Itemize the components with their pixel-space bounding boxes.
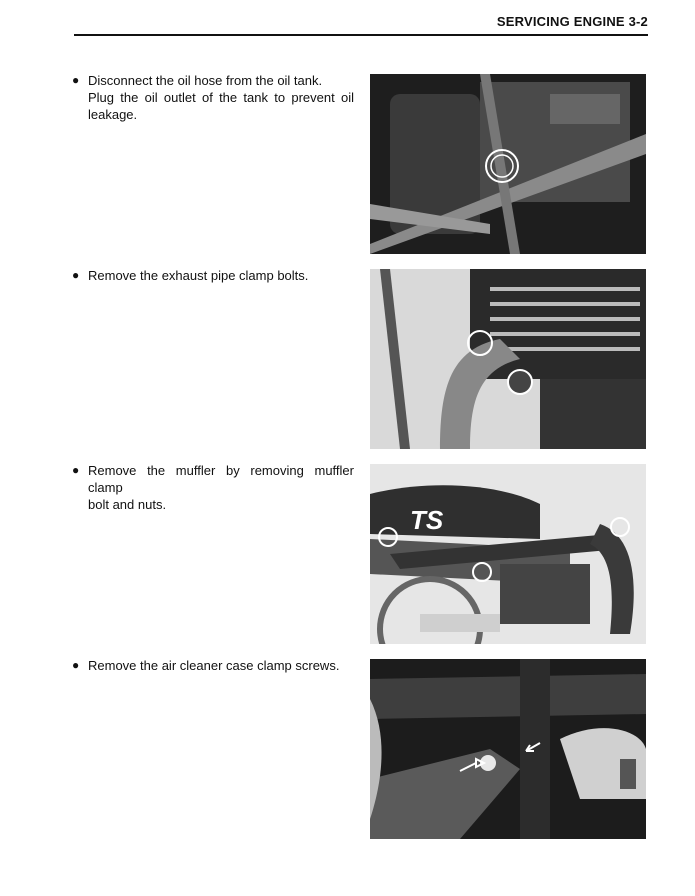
step-3-text [88,462,354,513]
bullet-icon: ● [72,463,80,477]
photo-air-cleaner [370,659,646,839]
step-2-line-1: Remove the exhaust pipe clamp bolts. [88,268,309,283]
step-3-line-2: bolt and nuts. [88,497,167,512]
step-1-line-2: Plug the oil outlet of the tank to prevent oil [88,90,354,105]
step-1 [72,72,354,123]
photo-muffler [370,464,646,644]
step-2 [72,267,354,284]
tank-logo-text: TS [410,505,444,535]
step-4 [72,657,354,674]
photo-oil-hose [370,74,646,254]
step-1-text [88,72,354,123]
bullet-icon: ● [72,268,80,282]
bullet-icon: ● [72,73,80,87]
page-header [74,14,648,36]
step-4-line-1: Remove the air cleaner case clamp screws. [88,658,340,673]
bullet-icon: ● [72,658,80,672]
photo-exhaust-clamp [370,269,646,449]
step-1-line-1: Disconnect the oil hose from the oil tank. [88,73,323,88]
step-3 [72,462,354,513]
step-1-line-3: leakage. [88,107,138,122]
step-2-text [88,267,354,284]
step-4-text [88,657,354,674]
step-3-line-1: Remove the muffler by removing muffler clamp [88,463,354,495]
page-title: SERVICING ENGINE 3-2 [496,14,648,29]
